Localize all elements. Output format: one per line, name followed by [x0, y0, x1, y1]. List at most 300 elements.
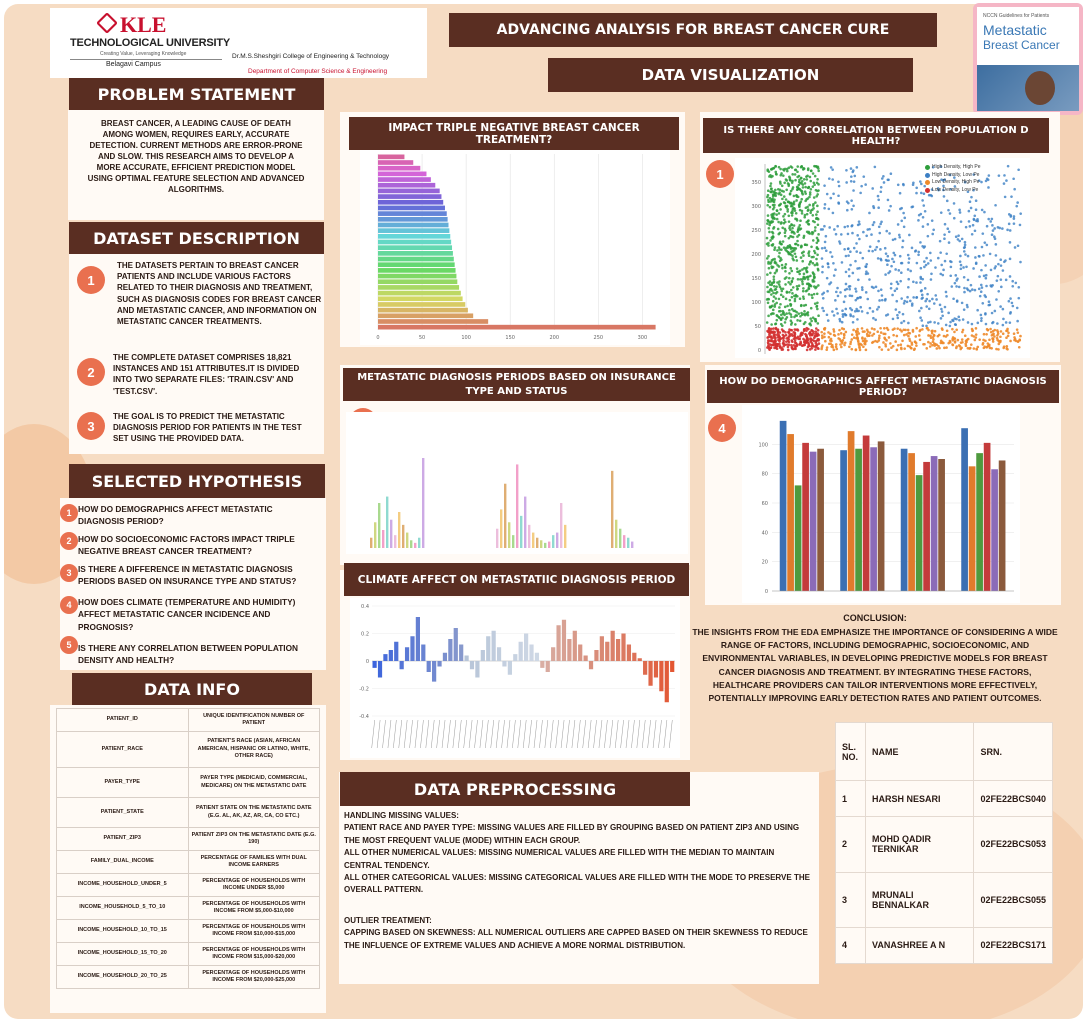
point	[795, 259, 798, 262]
point	[830, 166, 833, 169]
point	[978, 275, 981, 278]
data-info-key: INCOME_HOUSEHOLD_10_TO_15	[57, 920, 189, 943]
bar	[378, 245, 452, 250]
point	[767, 244, 770, 247]
point	[807, 208, 810, 211]
point	[871, 187, 874, 190]
point	[989, 304, 992, 307]
x-tick-label-mark	[577, 720, 580, 748]
point	[859, 296, 862, 299]
point	[767, 219, 770, 222]
bar	[382, 530, 384, 548]
team-header-sl: SL. NO.	[836, 723, 866, 781]
point	[882, 341, 885, 344]
point	[783, 201, 786, 204]
point	[917, 253, 920, 256]
point	[927, 262, 930, 265]
team-row	[836, 927, 1053, 963]
point	[945, 324, 948, 327]
point	[808, 204, 811, 207]
point	[1008, 300, 1011, 303]
bar	[378, 503, 380, 548]
point	[781, 264, 784, 267]
point	[783, 218, 786, 221]
bar	[470, 661, 474, 669]
point	[844, 295, 847, 298]
point	[856, 330, 859, 333]
bar	[378, 279, 457, 284]
point	[795, 218, 798, 221]
point	[767, 302, 770, 305]
point	[829, 339, 832, 342]
kle-emblem-icon	[96, 12, 118, 34]
point	[1017, 331, 1020, 334]
point	[912, 330, 915, 333]
point	[788, 331, 791, 334]
point	[778, 246, 781, 249]
point	[811, 342, 814, 345]
point	[1003, 174, 1006, 177]
point	[865, 349, 868, 352]
point	[873, 333, 876, 336]
point	[975, 208, 978, 211]
point	[944, 260, 947, 263]
x-tick-label-mark	[491, 720, 494, 748]
point	[814, 229, 817, 232]
bar	[670, 661, 674, 672]
point	[996, 339, 999, 342]
point	[769, 185, 772, 188]
point	[931, 298, 934, 301]
y-tick-label: 350	[751, 180, 761, 186]
point	[821, 344, 824, 347]
point	[778, 298, 781, 301]
point	[830, 281, 833, 284]
bar	[524, 634, 528, 662]
point	[794, 314, 797, 317]
point	[808, 293, 811, 296]
point	[833, 274, 836, 277]
point	[985, 323, 988, 326]
point	[866, 312, 869, 315]
point	[919, 316, 922, 319]
badge-line1: Metastatic	[983, 22, 1047, 38]
point	[775, 213, 778, 216]
point	[801, 283, 804, 286]
point	[903, 217, 906, 220]
point	[971, 329, 974, 332]
point	[766, 321, 769, 324]
x-tick-label-mark	[480, 720, 483, 748]
point	[798, 338, 801, 341]
bar	[432, 661, 436, 682]
point	[836, 312, 839, 315]
bar	[406, 533, 408, 548]
point	[871, 286, 874, 289]
preprocessing-line: CAPPING BASED ON SKEWNESS: ALL NUMERICAL OUTLIERS ARE CAPPED BASED ON THEIR SKEWNESS TO REDUCE THE INFLUENCE OF EXTREME VALUES AND ACHIEVE A MORE NORMAL DISTRIBUTION.	[344, 928, 808, 950]
bar	[378, 223, 449, 228]
point	[997, 332, 1000, 335]
point	[939, 240, 942, 243]
point	[864, 183, 867, 186]
point	[782, 287, 785, 290]
point	[810, 246, 813, 249]
point	[992, 229, 995, 232]
point	[785, 276, 788, 279]
point	[938, 347, 941, 350]
point	[1008, 213, 1011, 216]
point	[934, 294, 937, 297]
x-tick-label-mark	[377, 720, 380, 748]
point	[914, 250, 917, 253]
x-tick-label-mark	[572, 720, 575, 748]
bar	[416, 617, 420, 661]
bar	[916, 475, 923, 591]
point	[920, 267, 923, 270]
point	[1019, 212, 1022, 215]
point	[779, 257, 782, 260]
point	[791, 214, 794, 217]
point	[870, 233, 873, 236]
point	[934, 330, 937, 333]
point	[808, 250, 811, 253]
data-info-value: PERCENTAGE OF HOUSEHOLDS WITH INCOME FROM $5,000-$10,000	[188, 897, 320, 920]
bar	[665, 661, 669, 702]
point	[854, 260, 857, 263]
point	[802, 186, 805, 189]
data-info-value: PERCENTAGE OF HOUSEHOLDS WITH INCOME FROM $20,000-$25,000	[188, 966, 320, 989]
point	[817, 189, 820, 192]
y-tick-label: 40	[761, 530, 768, 537]
point	[991, 224, 994, 227]
point	[1007, 165, 1010, 168]
point	[881, 299, 884, 302]
team-name: HARSH NESARI	[866, 781, 974, 817]
point	[853, 336, 856, 339]
point	[964, 253, 967, 256]
point	[803, 267, 806, 270]
chart-5-box	[350, 598, 680, 758]
bar	[378, 228, 449, 233]
point	[852, 272, 855, 275]
point	[767, 281, 770, 284]
point	[769, 272, 772, 275]
point	[946, 329, 949, 332]
point	[775, 314, 778, 317]
point	[823, 207, 826, 210]
point	[895, 300, 898, 303]
point	[938, 334, 941, 337]
bar	[540, 540, 542, 548]
point	[1004, 196, 1007, 199]
point	[785, 340, 788, 343]
point	[907, 254, 910, 257]
y-tick-label: 60	[761, 501, 768, 507]
point	[777, 221, 780, 224]
point	[796, 186, 799, 189]
point	[834, 268, 837, 271]
point	[797, 196, 800, 199]
point	[955, 285, 958, 288]
point	[816, 237, 819, 240]
point	[1012, 305, 1015, 308]
point	[807, 346, 810, 349]
point	[985, 285, 988, 288]
point	[782, 339, 785, 342]
point	[920, 277, 923, 280]
section-data-visualization: DATA VISUALIZATION	[548, 58, 913, 92]
point	[940, 264, 943, 267]
point	[1001, 227, 1004, 230]
point	[806, 213, 809, 216]
point	[915, 192, 918, 195]
x-tick-label: 300	[637, 335, 648, 341]
point	[923, 245, 926, 248]
chart-triple-negative-bars	[360, 150, 670, 345]
bar	[564, 525, 566, 548]
point	[799, 297, 802, 300]
point	[770, 344, 773, 347]
point	[791, 210, 794, 213]
point	[1013, 188, 1016, 191]
point	[1009, 312, 1012, 315]
point	[797, 244, 800, 247]
bar	[386, 497, 388, 548]
bar	[536, 538, 538, 548]
dataset-item-number: 1	[77, 266, 105, 294]
point	[813, 183, 816, 186]
point	[794, 252, 797, 255]
x-tick-label-mark	[566, 720, 569, 748]
data-info-key: PATIENT_STATE	[57, 798, 189, 828]
point	[803, 313, 806, 316]
point	[801, 332, 804, 335]
point	[774, 323, 777, 326]
point	[799, 278, 802, 281]
point	[816, 178, 819, 181]
point	[788, 272, 791, 275]
chart-3-box	[346, 412, 688, 554]
point	[1009, 297, 1012, 300]
point	[793, 195, 796, 198]
point	[825, 235, 828, 238]
point	[859, 251, 862, 254]
point	[780, 294, 783, 297]
point	[995, 348, 998, 351]
point	[835, 308, 838, 311]
point	[791, 173, 794, 176]
point	[793, 224, 796, 227]
point	[812, 185, 815, 188]
point	[878, 337, 881, 340]
x-tick-label-mark	[442, 720, 445, 748]
point	[893, 260, 896, 263]
point	[982, 254, 985, 257]
dataset-panel	[69, 254, 324, 454]
point	[888, 232, 891, 235]
point	[861, 286, 864, 289]
point	[778, 252, 781, 255]
bar	[508, 661, 512, 675]
point	[931, 332, 934, 335]
point	[845, 288, 848, 291]
point	[815, 258, 818, 261]
point	[963, 308, 966, 311]
point	[974, 246, 977, 249]
point	[955, 279, 958, 282]
bar	[648, 661, 652, 686]
point	[827, 263, 830, 266]
point	[972, 335, 975, 338]
point	[892, 334, 895, 337]
point	[957, 339, 960, 342]
point	[807, 338, 810, 341]
point	[807, 167, 810, 170]
point	[803, 310, 806, 313]
point	[975, 199, 978, 202]
point	[944, 223, 947, 226]
point	[989, 328, 992, 331]
preprocessing-line: ALL OTHER NUMERICAL VALUES: MISSING NUMERICAL VALUES ARE FILLED WITH THE MEDIAN TO MAINTAIN CENTRAL TENDENCY.	[344, 848, 775, 870]
point	[791, 188, 794, 191]
point	[1019, 224, 1022, 227]
hypothesis-item-3: IS THERE A DIFFERENCE IN METASTATIC DIAGNOSIS PERIODS BASED ON INSURANCE TYPE AND STATUS?	[78, 564, 297, 587]
point	[844, 341, 847, 344]
point	[773, 278, 776, 281]
data-info-key: INCOME_HOUSEHOLD_5_TO_10	[57, 897, 189, 920]
point	[775, 285, 778, 288]
x-tick-label-mark	[383, 720, 386, 748]
data-info-table	[56, 708, 320, 989]
point	[816, 181, 819, 184]
point	[791, 257, 794, 260]
point	[815, 346, 818, 349]
point	[766, 273, 769, 276]
bar	[532, 533, 534, 548]
point	[884, 298, 887, 301]
point	[797, 312, 800, 315]
point	[828, 208, 831, 211]
bar	[378, 234, 450, 239]
point	[784, 283, 787, 286]
point	[953, 317, 956, 320]
point	[859, 192, 862, 195]
point	[868, 228, 871, 231]
point	[872, 317, 875, 320]
point	[1009, 229, 1012, 232]
point	[954, 341, 957, 344]
logo-department: Department of Computer Science & Engineering	[248, 68, 388, 75]
point	[849, 343, 852, 346]
point	[879, 248, 882, 251]
point	[908, 338, 911, 341]
point	[855, 290, 858, 293]
point	[802, 295, 805, 298]
point	[991, 218, 994, 221]
point	[782, 174, 785, 177]
bar	[863, 436, 870, 591]
point	[775, 328, 778, 331]
point	[821, 247, 824, 250]
bar	[611, 631, 615, 661]
point	[892, 252, 895, 255]
point	[835, 233, 838, 236]
hypothesis-item-5: IS THERE ANY CORRELATION BETWEEN POPULATION DENSITY AND HEALTH?	[78, 643, 299, 666]
point	[998, 227, 1001, 230]
bar	[556, 625, 560, 661]
point	[799, 228, 802, 231]
point	[767, 200, 770, 203]
logo-divider	[70, 59, 222, 60]
point	[861, 327, 864, 330]
hypothesis-number: 2	[60, 532, 78, 550]
point	[849, 264, 852, 267]
point	[968, 347, 971, 350]
point	[773, 248, 776, 251]
point	[813, 293, 816, 296]
point	[801, 212, 804, 215]
point	[907, 278, 910, 281]
point	[824, 203, 827, 206]
point	[785, 178, 788, 181]
point	[912, 181, 915, 184]
point	[970, 284, 973, 287]
point	[983, 294, 986, 297]
point	[984, 340, 987, 343]
point	[833, 228, 836, 231]
point	[853, 180, 856, 183]
point	[903, 347, 906, 350]
point	[978, 338, 981, 341]
point	[776, 218, 779, 221]
point	[945, 346, 948, 349]
point	[974, 229, 977, 232]
y-tick-label: 0	[365, 659, 369, 665]
point	[997, 263, 1000, 266]
bar	[923, 462, 930, 591]
point	[840, 332, 843, 335]
point	[928, 300, 931, 303]
point	[766, 204, 769, 207]
point	[816, 332, 819, 335]
point	[784, 270, 787, 273]
point	[801, 280, 804, 283]
point	[800, 245, 803, 248]
point	[856, 318, 859, 321]
bar	[615, 520, 617, 548]
point	[784, 321, 787, 324]
point	[766, 286, 769, 289]
point	[963, 247, 966, 250]
point	[969, 200, 972, 203]
chart-4-title: HOW DO DEMOGRAPHICS AFFECT METASTATIC DIAGNOSIS PERIOD?	[707, 370, 1059, 403]
point	[919, 338, 922, 341]
point	[1002, 318, 1005, 321]
bar	[643, 661, 647, 675]
point	[775, 173, 778, 176]
point	[876, 308, 879, 311]
x-tick-label-mark	[437, 720, 440, 748]
point	[980, 181, 983, 184]
point	[832, 262, 835, 265]
point	[927, 341, 930, 344]
point	[817, 322, 820, 325]
data-info-key: INCOME_HOUSEHOLD_UNDER_5	[57, 874, 189, 897]
point	[795, 311, 798, 314]
point	[928, 307, 931, 310]
point	[824, 247, 827, 250]
point	[778, 343, 781, 346]
